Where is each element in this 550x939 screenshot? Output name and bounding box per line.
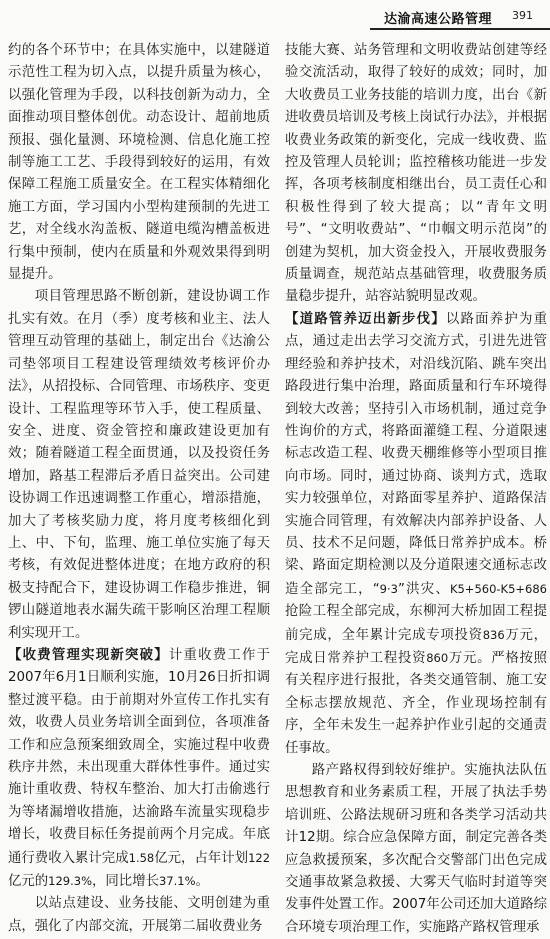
paragraph-continued-right: 技能大赛、站务管理和文明收费站创建等经验交流活动，取得了较好的成效；同时，加大收费员工业务技能的培训力度，出台《新进收费员培训及考核上岗试行办法》，并根据收费业务政策的新变化，完成一线收费、监控及管理人员轮训；监控稽核功能进一步发挥，各项考核制度相继出台，员工责任心和积极性得到了较大提高；以“青年文明号”、“文明收费站”、“巾帼文明示范岗”的创建为契机，加大资金投入，开展收费服务质量调查，规范站点基础管理，收费服务质量稳步提升，站容站貌明显改观。 [285,43,547,305]
paragraph-project-management: 项目管理思路不断创新，建设协调工作扎实有效。在月（季）度考核和业主、法人管理互动管理的基础上，制定出台《达渝公司垫邻项目工程建设管理绩效考核评价办法》，从招投标、合同管理、市场秩序、变更设计、工程监理等环节入手，使工程质量、安全、进度、资金管控和廉政建设更加有效；随着隧道工程全面贯通，以及投资任务增加，路基工程滞后矛盾日益突出。公司建设协调工作迅速调整工作重心，增添措施，加大了考核奖励力度，将月度考核细化到上、中、下旬，监理、施工单位实施了每天考核，有效促进整体进度；在地方政府的积极支持配合下，建设协调工作稳步推进，铜锣山隧道地表水漏失疏干影响区治理工程顺利实现开工。 [8,289,270,641]
left-column [8,40,271,934]
header-rule [370,28,550,30]
paragraph-station-building: 以站点建设、业务技能、文明创建为重点，强化了内部交流，开展第二届收费业务 [8,896,270,934]
section-heading-maintenance: 【道路管养迈出新步伐】 [285,311,446,327]
paragraph-road-rights: 路产路权得到较好维护。实施执法队伍思想教育和业务素质工程，开展了执法手势培训班、公路法规研习班和各类学习活动共计12期。综合应急保障方面，制定完善各类应急救援预案，多次配合交警部门出色完成交通事故紧急救援、大雾天气临时封道等突发事件处置工作。2007年公司还加大道路综合环境专项治理工作，实施路产路权管理承 [285,763,547,935]
header-title: 达渝高速公路管理 [384,12,493,27]
page-number: 391 [512,9,533,22]
paragraph-road-maintenance: 【道路管养迈出新步伐】以路面养护为重点，通过走出去学习交流方式，引进先进管理经验和养护技术，对沿线沉陷、跳车突出路段进行集中治理，路面质量和行车环境得到较大改善；坚持引入市场机制，通过竞争性询价的方式，将路面灌缝工程、分道限速标志改造工程、收费天棚维修等小型项目推向市场。同时，通过协商、谈判方式，选取实力较强单位，对路面零星养护、道路保洁实施合同管理，有效解决内部养护设备、人员、技术不足问题，降低日常养护成本。桥梁、路面定期检测以及分道限速交通标志改造全部完工，“9·3”洪灾、K5+560-K5+686抢险工程全部完成，东柳河大桥加固工程提前完成，全年累计完成专项投资836万元，完成日常养护工程投资860万元。严格按照有关程序进行报批，各类交通管制、施工安全标志摆放规范、齐全，作业现场控制有序，全年未发生一起养护作业引起的交通责任事故。 [285,311,548,756]
running-header [0,0,550,30]
section-heading-toll: 【收费管理实现新突破】 [8,647,169,663]
paragraph-continued: 约的各个环节中；在具体实施中，以建隧道示范性工程为切入点，以提升质量为核心，以强化管理为手段，以科技创新为动力，全面推动项目整体创优。动态设计、超前地质预报、强化量测、环境检测、信息化施工控制等施工工艺、手段得到较好的运用，有效保障工程施工质量安全。在工程实体精细化施工方面，学习国内小型构建预制的先进工艺，对全线水沟盖板、隧道电缆沟槽盖板进行集中预制，使内在质量和外观效果得到明显提升。 [8,43,270,283]
right-column [285,40,548,935]
paragraph-toll-management: 【收费管理实现新突破】计重收费工作于2007年6月1日顺利实施，10月26日折扣调整过渡平稳。由于前期对外宣传工作扎实有效，收费人员业务培训全面到位，各项准备工作和应急预案细致周全，实施过程中收费秩序井然，未出现重大群体性事件。通过实施计重收费、特权车整治、加大打击偷逃行为等堵漏增收措施，达渝路车流量实现稳步增长，收费目标任务提前两个月完成。年底通行费收入累计完成1.58亿元，占年计划122亿元的129.3%，同比增长37.1%。 [8,647,271,890]
